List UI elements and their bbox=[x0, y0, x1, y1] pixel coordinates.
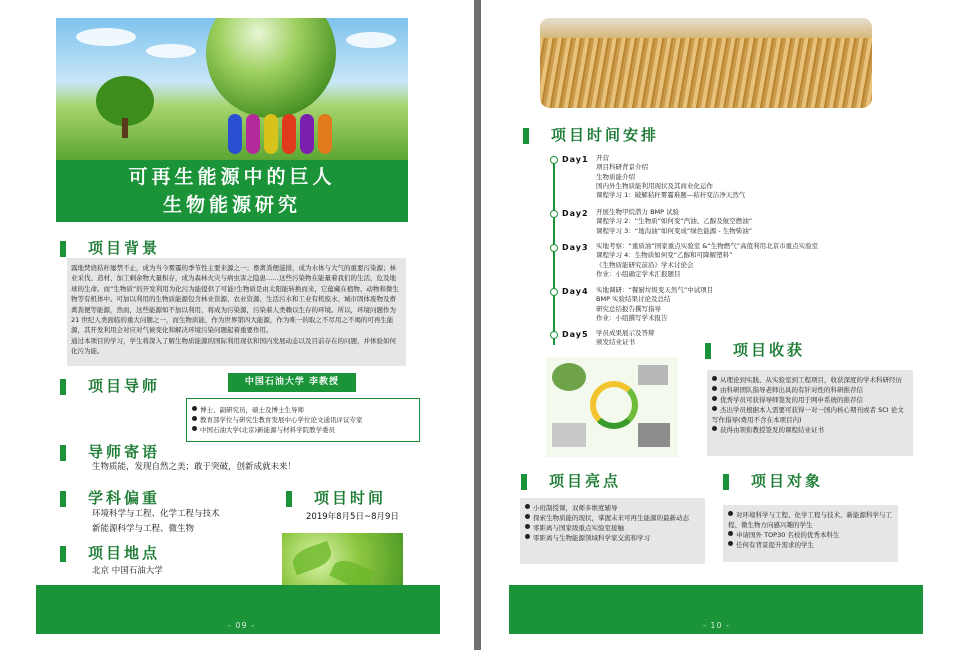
page-number: - 10 - bbox=[703, 621, 731, 630]
highlights-box bbox=[520, 498, 705, 564]
section-location-heading: 项目地点 bbox=[60, 542, 160, 563]
right-page bbox=[481, 0, 955, 650]
left-page bbox=[0, 0, 474, 650]
day-label: Day2 bbox=[562, 209, 589, 218]
list-item: 零距离与国家级重点实验室接触 bbox=[525, 523, 700, 533]
list-item: 小班制授课，双师多维度辅导 bbox=[525, 503, 700, 513]
section-audience-heading: 项目对象 bbox=[723, 470, 823, 491]
day-items: 实地调研：“餐厨垃圾变天然气”中试项目 BMP 实验结果讨论及总结 研究总结报告撰写指导 作业：小组撰写学术报告 bbox=[596, 286, 714, 322]
page-title bbox=[56, 160, 408, 222]
mentor-message-text: 生物质能，发现自然之美；敢于突破，创新成就未来！ bbox=[92, 462, 297, 472]
timeline-line bbox=[553, 163, 555, 345]
audience-box bbox=[723, 505, 898, 562]
list-item: 由科研团队指导老师出具的有针对性的科研推荐信 bbox=[712, 385, 908, 395]
list-item: 探索生物质能的现状，掌握未来可再生能源的最新动态 bbox=[525, 513, 700, 523]
section-message-heading: 导师寄语 bbox=[60, 441, 160, 462]
title-line-1: 可再生能源中的巨人 bbox=[128, 166, 336, 188]
background-paragraph: 通过本项目的学习，学生将深入了解生物质能源的国际利用现状和国内发展动态以及目前存在的问题，并体验如何化污为能。 bbox=[71, 336, 396, 356]
day-label: Day5 bbox=[562, 330, 589, 339]
background-text-box bbox=[67, 258, 406, 366]
section-mentor-heading: 项目导师 bbox=[60, 375, 160, 396]
mentor-name-tag: 中国石油大学 李教授 bbox=[228, 373, 356, 392]
discipline-line: 环境科学与工程、化学工程与技术 bbox=[92, 509, 220, 519]
harvest-box bbox=[707, 370, 913, 456]
list-item: 教育部学位与研究生教育发展中心学位论文通讯评议专家 bbox=[192, 415, 414, 425]
list-item: 优秀学员可获得导师签发的用于网申系统的推荐信 bbox=[712, 395, 908, 405]
list-item: 零距离与生物能源领域科学家交流和学习 bbox=[525, 533, 700, 543]
day-items: 实地考察：“重质油”国家重点实验室 &“生物燃气”高值利用北京市重点实验室 课程学习 4：生物质如何变“乙醇和可降解塑料” 《生物质能研究前沿》学术讨论会 作业：小组确定学术汇报题目 bbox=[596, 242, 819, 278]
list-item: 从理论到实践、从实验室到工程项目，收获深度的学术科研经历 bbox=[712, 375, 908, 385]
page-number: - 09 - bbox=[228, 621, 256, 630]
list-item: 任何有背景提升需求的学生 bbox=[728, 540, 893, 550]
day-items: 开营 项目科研背景介绍 生物质能介绍 国内外生物质能利用现状及其商业化运作 课程学习 1：破解秸秆雾霾难题—秸秆变洁净天然气 bbox=[596, 154, 746, 200]
list-item: 对环境科学与工程、化学工程与技术、新能源科学与工程、微生物方向感兴趣的学生 bbox=[728, 511, 892, 529]
title-line-2: 生物能源研究 bbox=[162, 194, 301, 216]
hero-earth-image bbox=[56, 18, 408, 161]
section-highlights-heading: 项目亮点 bbox=[521, 470, 621, 491]
biomass-cycle-diagram bbox=[546, 357, 678, 457]
project-time-text: 2019年8月5日~8月9日 bbox=[306, 512, 399, 522]
mentor-info-box bbox=[186, 398, 420, 442]
section-harvest-heading: 项目收获 bbox=[705, 339, 805, 360]
background-paragraph: 露地焚烧秸秆屡禁不止，成为当今雾霾的季节性主要来源之一；畜禽粪便滋排，成为水体与大气的重要污染源；林业采伐、造材、加工剩余物大量积存，成为森林火灾与病虫害之隐患……这些污染物在能量着我们的生活，危及地球的生命。而“生物质”的开发利用为化污为能提供了可能!生物质是由太阳能转换而来，它蕴藏在植物、动物和微生物等有机体中。可加以利用的生物质能源包含林业资源、农业资源、生活污水和工业有机废水、城市固体废物及畜禽粪便等能源，然而，这些能源如不加以利用，将成为污染源，污染着人类赖以生存的环境。所以，环境问题作为 21 世纪人类面临的重大问题之一，而生物质能，作为世界第四大能源，作为唯一的取之不尽用之不竭的可再生能源，其开发利用会对应对气候变化和解决环境污染问题起着重要作用。 bbox=[71, 264, 399, 335]
list-item: 中国石油大学(北京)新能源与材料学院教学委员 bbox=[192, 425, 414, 435]
timeline-dot bbox=[550, 156, 558, 164]
wheat-field-image bbox=[540, 18, 872, 108]
day-label: Day4 bbox=[562, 287, 589, 296]
section-schedule-heading: 项目时间安排 bbox=[523, 124, 659, 145]
section-time-heading: 项目时间 bbox=[286, 487, 386, 508]
list-item: 博士、副研究员，硕士及博士生导师 bbox=[192, 405, 414, 415]
timeline-dot bbox=[550, 331, 558, 339]
timeline-dot bbox=[550, 288, 558, 296]
discipline-line: 新能源科学与工程、微生物 bbox=[92, 524, 195, 534]
list-item: 申请国外 TOP30 名校的优秀本科生 bbox=[728, 530, 893, 540]
list-item: 获得由领衔教授签发的课程结业证书 bbox=[712, 425, 908, 435]
day-items: 学员成果展示及答辩 颁发结业证书 bbox=[596, 329, 655, 347]
location-text: 北京 中国石油大学 bbox=[92, 566, 163, 576]
list-item: 杰出学员根据本人需要可获得一对一国内核心期刊或者 SCI 论文写作指导(费用不含在本项目内) bbox=[712, 406, 904, 424]
timeline-dot bbox=[550, 210, 558, 218]
section-discipline-heading: 学科偏重 bbox=[60, 487, 160, 508]
section-background-heading: 项目背景 bbox=[60, 237, 160, 258]
day-label: Day3 bbox=[562, 243, 589, 252]
day-label: Day1 bbox=[562, 155, 589, 164]
timeline-dot bbox=[550, 244, 558, 252]
day-items: 开展生物甲烷潜力 BMP 试验 课程学习 2：“生物质”如何变“汽油、乙醇及航空燃油” 课程学习 3：“地沟油”如何变成“绿色能源 - 生物柴油” bbox=[596, 208, 753, 235]
